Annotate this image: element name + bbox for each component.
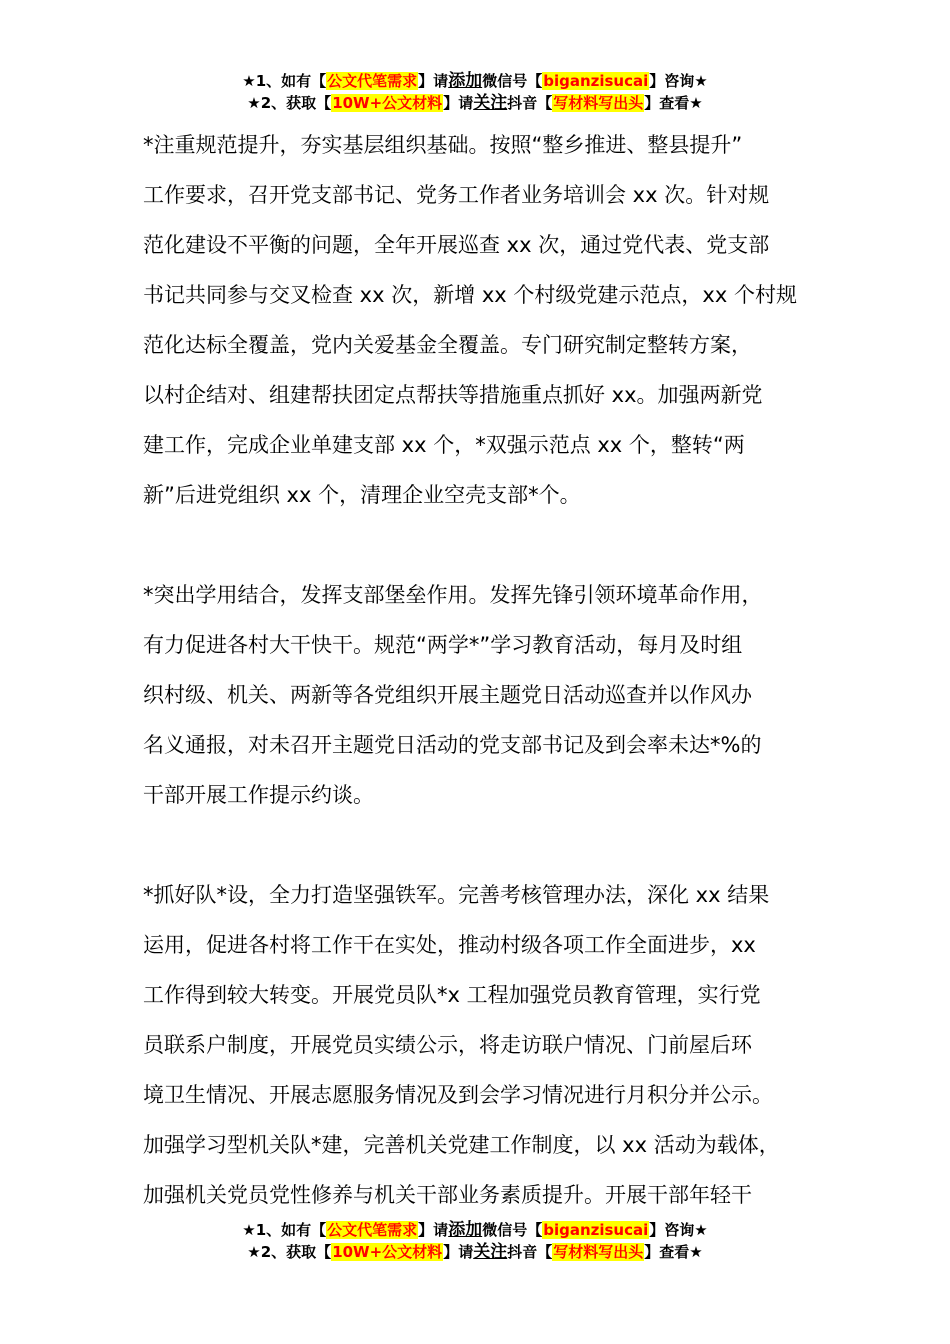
text-line: 名义通报，对未召开主题党日活动的党支部书记及到会率未达*%的 — [143, 733, 762, 757]
banner-text: ★2、获取【 — [247, 94, 332, 112]
banner-line-2 — [0, 1241, 950, 1263]
text-line: 以村企结对、组建帮扶团定点帮扶等措施重点抓好 xx。加强两新党 — [143, 383, 763, 407]
text-line: 范化建设不平衡的问题，全年开展巡查 xx 次，通过党代表、党支部 — [143, 233, 770, 257]
paragraph — [143, 870, 813, 1220]
text-line: 工作得到较大转变。开展党员队*x 工程加强党员教育管理，实行党 — [143, 983, 761, 1007]
text-line: 工作要求，召开党支部书记、党务工作者业务培训会 xx 次。针对规 — [143, 183, 770, 207]
banner-text: 】请 — [418, 72, 449, 90]
banner-emphasis: 关注 — [473, 93, 508, 113]
banner-text: 抖音【 — [507, 1243, 553, 1261]
banner-highlight: 公文代笔需求 — [327, 1221, 418, 1239]
text-line: *突出学用结合，发挥支部堡垒作用。发挥先锋引领环境革命作用， — [143, 583, 763, 607]
banner-highlight: 写材料写出头 — [553, 1243, 644, 1261]
paragraph — [143, 570, 813, 820]
header-banner — [0, 70, 950, 114]
banner-emphasis: 关注 — [473, 1242, 508, 1262]
banner-text: 微信号【 — [482, 1221, 543, 1239]
banner-emphasis: 添加 — [448, 1220, 483, 1240]
paragraph-spacer — [143, 520, 813, 570]
banner-highlight: 10W+公文材料 — [332, 1243, 443, 1261]
text-line: 运用，促进各村将工作干在实处，推动村级各项工作全面进步，xx — [143, 933, 756, 957]
banner-line-1 — [0, 70, 950, 92]
text-line: 员联系户制度，开展党员实绩公示，将走访联户情况、门前屋后环 — [143, 1033, 752, 1057]
banner-text: ★1、如有【 — [242, 72, 327, 90]
paragraph — [143, 120, 813, 520]
banner-highlight: 公文代笔需求 — [327, 72, 418, 90]
text-line: 建工作，完成企业单建支部 xx 个，*双强示范点 xx 个，整转“两 — [143, 433, 745, 457]
banner-line-2 — [0, 92, 950, 114]
text-line: 织村级、机关、两新等各党组织开展主题党日活动巡查并以作风办 — [143, 683, 752, 707]
banner-text: 抖音【 — [507, 94, 553, 112]
text-line: 有力促进各村大干快干。规范“两学*”学习教育活动，每月及时组 — [143, 633, 743, 657]
banner-highlight: biganzisucai — [543, 72, 649, 90]
banner-text: 】查看★ — [644, 94, 703, 112]
banner-text: ★2、获取【 — [247, 1243, 332, 1261]
text-line: *抓好队*设，全力打造坚强铁军。完善考核管理办法，深化 xx 结果 — [143, 883, 770, 907]
banner-emphasis: 添加 — [448, 71, 483, 91]
banner-text: 】请 — [418, 1221, 449, 1239]
text-line: 境卫生情况、开展志愿服务情况及到会学习情况进行月积分并公示。 — [143, 1083, 773, 1107]
text-line: 加强机关党员党性修养与机关干部业务素质提升。开展干部年轻干 — [143, 1183, 752, 1207]
text-line: 新”后进党组织 xx 个，清理企业空壳支部*个。 — [143, 483, 581, 507]
paragraph-spacer — [143, 820, 813, 870]
text-line: 加强学习型机关队*建，完善机关党建工作制度，以 xx 活动为载体， — [143, 1133, 780, 1157]
banner-highlight: 10W+公文材料 — [332, 94, 443, 112]
text-line: 范化达标全覆盖，党内关爱基金全覆盖。专门研究制定整转方案， — [143, 333, 752, 357]
banner-highlight: biganzisucai — [543, 1221, 649, 1239]
text-line: 书记共同参与交叉检查 xx 次，新增 xx 个村级党建示范点，xx 个村规 — [143, 283, 797, 307]
banner-line-1 — [0, 1219, 950, 1241]
text-line: *注重规范提升，夯实基层组织基础。按照“整乡推进、整县提升” — [143, 133, 743, 157]
footer-banner — [0, 1219, 950, 1263]
banner-text: ★1、如有【 — [242, 1221, 327, 1239]
document-body — [143, 120, 813, 1220]
banner-text: 】查看★ — [644, 1243, 703, 1261]
banner-text: 微信号【 — [482, 72, 543, 90]
banner-highlight: 写材料写出头 — [553, 94, 644, 112]
banner-text: 】咨询★ — [649, 72, 708, 90]
text-line: 干部开展工作提示约谈。 — [143, 783, 374, 807]
banner-text: 】请 — [443, 1243, 474, 1261]
banner-text: 】请 — [443, 94, 474, 112]
banner-text: 】咨询★ — [649, 1221, 708, 1239]
